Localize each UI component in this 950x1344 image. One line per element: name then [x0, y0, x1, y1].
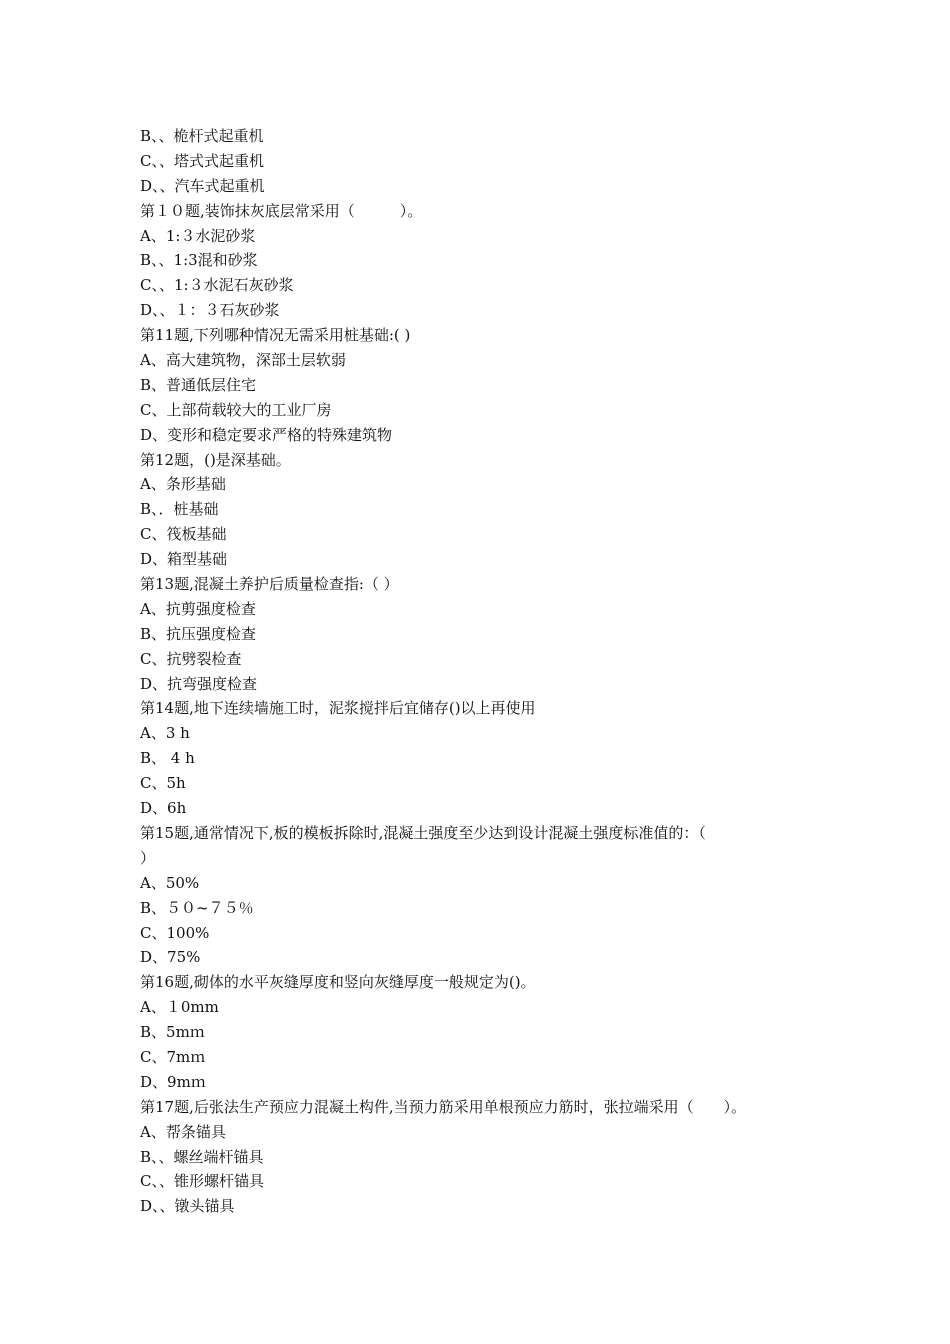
option-line: D、75% — [140, 948, 201, 967]
option-line: A、3 h — [140, 724, 190, 743]
question-line-continuation: ） — [140, 848, 156, 867]
option-line: C、、1:３水泥石灰砂浆 — [140, 276, 294, 295]
option-line: D、箱型基础 — [140, 550, 228, 569]
option-line: C、、锥形螺杆锚具 — [140, 1172, 264, 1191]
option-line: C、7mｍ — [140, 1047, 206, 1066]
option-line: B、5mｍ — [140, 1023, 205, 1042]
option-line: A、条形基础 — [140, 475, 226, 494]
question-line: 第17题,后张法生产预应力混凝土构件,当预力筋采用单根预应力筋时，张拉端采用（ ）。 — [140, 1097, 747, 1116]
option-line: B、普通低层住宅 — [140, 375, 257, 394]
question-line: 第14题,地下连续墙施工时，泥浆搅拌后宜储存()以上再使用 — [140, 699, 536, 718]
option-line: B、抗压强度检查 — [140, 624, 257, 643]
question-line: 第11题,下列哪种情况无需采用桩基础:( ) — [140, 326, 411, 345]
question-line: 第１０题,装饰抹灰底层常采用（ ）。 — [140, 201, 423, 220]
option-line: A、1:３水泥砂浆 — [140, 226, 256, 245]
option-line: D、6h — [140, 799, 187, 818]
option-line: A、１0mm — [140, 998, 219, 1017]
option-line: D、、１：３石灰砂浆 — [140, 301, 280, 320]
question-line: 第16题,砌体的水平灰缝厚度和竖向灰缝厚度一般规定为()。 — [140, 973, 536, 992]
option-line: B、５０~７５％ — [140, 898, 254, 917]
question-line: 第13题,混凝土养护后质量检查指:（ ） — [140, 575, 399, 594]
option-line: C、抗劈裂检查 — [140, 649, 242, 668]
option-line: B、．桩基础 — [140, 500, 219, 519]
option-line: C、上部荷载较大的工业厂房 — [140, 400, 332, 419]
question-list — [140, 124, 830, 1219]
option-line: A、帮条锚具 — [140, 1122, 226, 1141]
option-line: A、50% — [140, 873, 200, 892]
option-line: D、抗弯强度检查 — [140, 674, 258, 693]
option-line: D、、汽车式起重机 — [140, 176, 265, 195]
option-line: B、、螺丝端杆锚具 — [140, 1147, 264, 1166]
question-line: 第15题,通常情况下,板的模板拆除时,混凝土强度至少达到设计混凝土强度标准值的：（ — [140, 823, 706, 842]
option-line: C、5h — [140, 774, 186, 793]
option-line: A、抗剪强度检查 — [140, 599, 256, 618]
question-line: 第12题，()是深基础。 — [140, 450, 291, 469]
option-line: C、、塔式式起重机 — [140, 151, 264, 170]
option-line: B、、桅杆式起重机 — [140, 127, 264, 145]
option-line: D、变形和稳定要求严格的特殊建筑物 — [140, 425, 393, 444]
option-line: C、筏板基础 — [140, 525, 227, 544]
option-line: D、9mｍ — [140, 1072, 206, 1091]
option-line: A、高大建筑物，深部土层软弱 — [140, 351, 346, 370]
option-line: D、、镦头锚具 — [140, 1197, 235, 1216]
option-line: C、100% — [140, 923, 210, 942]
option-line: B、、1:3混和砂浆 — [140, 251, 258, 270]
option-line: B、 4 h — [140, 749, 195, 768]
